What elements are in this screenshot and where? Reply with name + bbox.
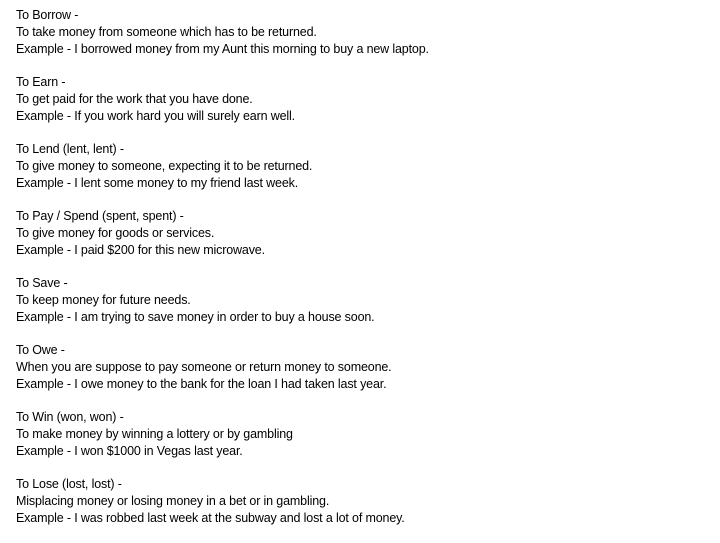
term-definition: To take money from someone which has to be returned. [16,25,317,39]
term-heading: To Lose (lost, lost) - [16,477,122,491]
term-heading: To Borrow - [16,8,79,22]
term-example: Example - I won $1000 in Vegas last year. [16,444,243,458]
entry-lose [16,476,706,527]
term-example: Example - If you work hard you will surely earn well. [16,109,295,123]
term-definition: To keep money for future needs. [16,293,191,307]
entry-borrow [16,7,706,58]
term-heading: To Pay / Spend (spent, spent) - [16,209,184,223]
term-heading: To Earn - [16,75,66,89]
term-definition: When you are suppose to pay someone or return money to someone. [16,360,392,374]
entry-earn [16,74,706,125]
term-heading: To Win (won, won) - [16,410,124,424]
term-heading: To Lend (lent, lent) - [16,142,124,156]
entry-save [16,275,706,326]
term-definition: To make money by winning a lottery or by gambling [16,427,293,441]
term-example: Example - I lent some money to my friend last week. [16,176,299,190]
term-example: Example - I was robbed last week at the subway and lost a lot of money. [16,511,405,525]
entry-owe [16,342,706,393]
term-definition: Misplacing money or losing money in a bet or in gambling. [16,494,330,508]
term-example: Example - I owe money to the bank for the loan I had taken last year. [16,377,387,391]
term-definition: To get paid for the work that you have done. [16,92,253,106]
vocabulary-document [16,7,706,543]
entry-pay-spend [16,208,706,259]
entry-lend [16,141,706,192]
term-definition: To give money for goods or services. [16,226,215,240]
term-heading: To Owe - [16,343,65,357]
term-example: Example - I am trying to save money in order to buy a house soon. [16,310,375,324]
term-example: Example - I paid $200 for this new microwave. [16,243,265,257]
entry-win [16,409,706,460]
term-heading: To Save - [16,276,68,290]
term-example: Example - I borrowed money from my Aunt this morning to buy a new laptop. [16,42,429,56]
term-definition: To give money to someone, expecting it to be returned. [16,159,313,173]
